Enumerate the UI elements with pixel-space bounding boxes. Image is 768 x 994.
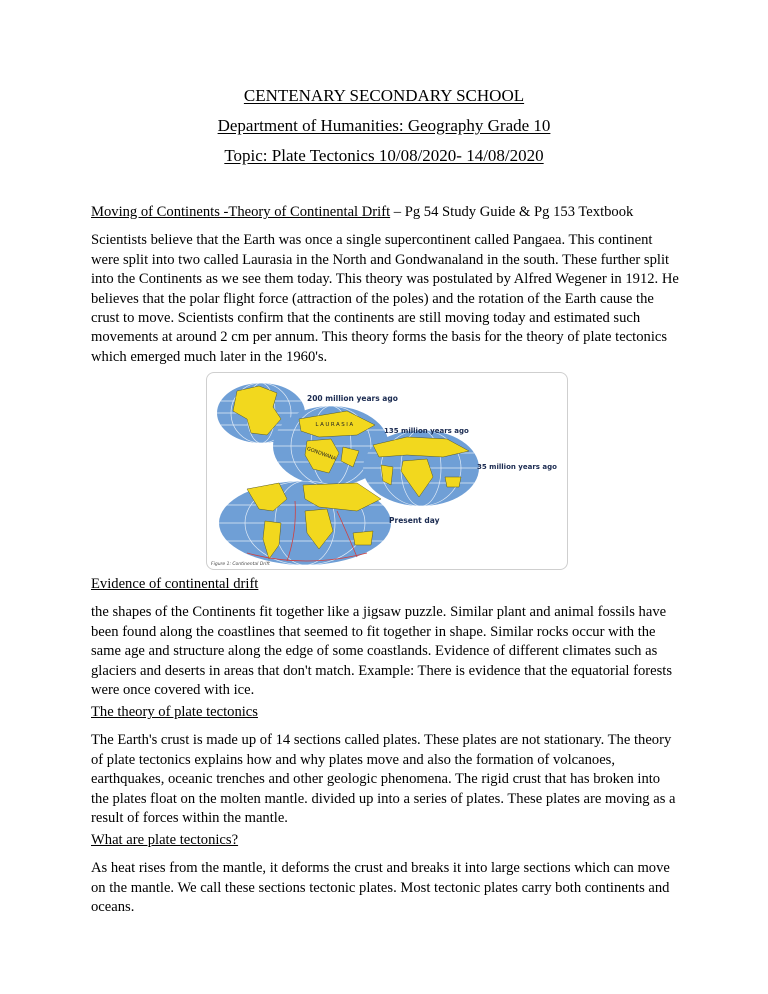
- section-plate-tectonics-theory: [91, 703, 681, 828]
- label-35-mya: 35 million years ago: [477, 463, 557, 471]
- section-evidence: [91, 575, 681, 700]
- section-heading: What are plate tectonics?: [91, 832, 239, 848]
- label-present-day: Present day: [389, 516, 440, 525]
- school-name: CENTENARY SECONDARY SCHOOL: [243, 86, 525, 105]
- globe-35-mya: [363, 430, 479, 506]
- section-body: the shapes of the Continents fit together like a jigsaw puzzle. Similar plant and animal fossils have been found along the coastlines that seemed to fit together in shape. Similar rocks occur with the same age and structure along the edge of some coastlands. Evidence of different climates such as glaciers and deserts in areas that don't match. Example: There is evidence that the equatorial forests were once covered with ice.: [91, 604, 673, 699]
- section-heading: The theory of plate tectonics: [91, 704, 258, 720]
- figure-caption: Figure 1: Continental Drift: [211, 562, 270, 567]
- section-body: The Earth's crust is made up of 14 sections called plates. These plates are not stationary. The theory of plate tectonics explains how and why plates move and also the formation of volcanoes, earthquakes, oceanic trenches and other geologic phenomena. The rigid crust that has broken into the plates float on the molten mantle. divided up into a series of plates. These plates are moving as a result of forces within the mantle.: [91, 732, 676, 827]
- label-135-mya: 135 million years ago: [384, 427, 469, 435]
- section-continental-drift: [91, 203, 681, 367]
- section-body: Scientists believe that the Earth was once a single supercontinent called Pangaea. This continent were split into two called Laurasia in the North and Gondwanaland in the south. These further split into the Continents as we see them today. This theory was postulated by Alfred Wegener in 1912. He believes that the polar flight force (attraction of the poles) and the rotation of the Earth cause the crust to move. Scientists confirm that the continents are still moving today and estimated such movements at around 2 cm per annum. This theory forms the basis for the theory of plate tectonics which emerged much later in the 1960's.: [91, 232, 679, 365]
- continental-drift-figure: [206, 372, 568, 570]
- label-200-mya: 200 million years ago: [307, 394, 398, 403]
- section-reference: – Pg 54 Study Guide & Pg 153 Textbook: [390, 204, 634, 220]
- globe-present-day: [219, 481, 391, 565]
- gondwana-label: GONDWANA: [305, 445, 337, 463]
- continental-drift-illustration: [207, 373, 567, 569]
- topic-title: Topic: Plate Tectonics 10/08/2020- 14/08/2020: [224, 146, 544, 165]
- laurasia-label: LAURASIA: [315, 422, 355, 428]
- section-heading: Evidence of continental drift: [91, 576, 259, 592]
- section-what-are-plate-tectonics: [91, 831, 681, 918]
- section-body: As heat rises from the mantle, it deforms the crust and breaks it into large sections which can move on the mantle. We call these sections tectonic plates. Most tectonic plates carry both continents and oceans.: [91, 860, 670, 916]
- section-heading-line: [91, 203, 681, 222]
- department-title: Department of Humanities: Geography Grade 10: [217, 116, 551, 135]
- section-heading: Moving of Continents -Theory of Continental Drift: [91, 204, 391, 220]
